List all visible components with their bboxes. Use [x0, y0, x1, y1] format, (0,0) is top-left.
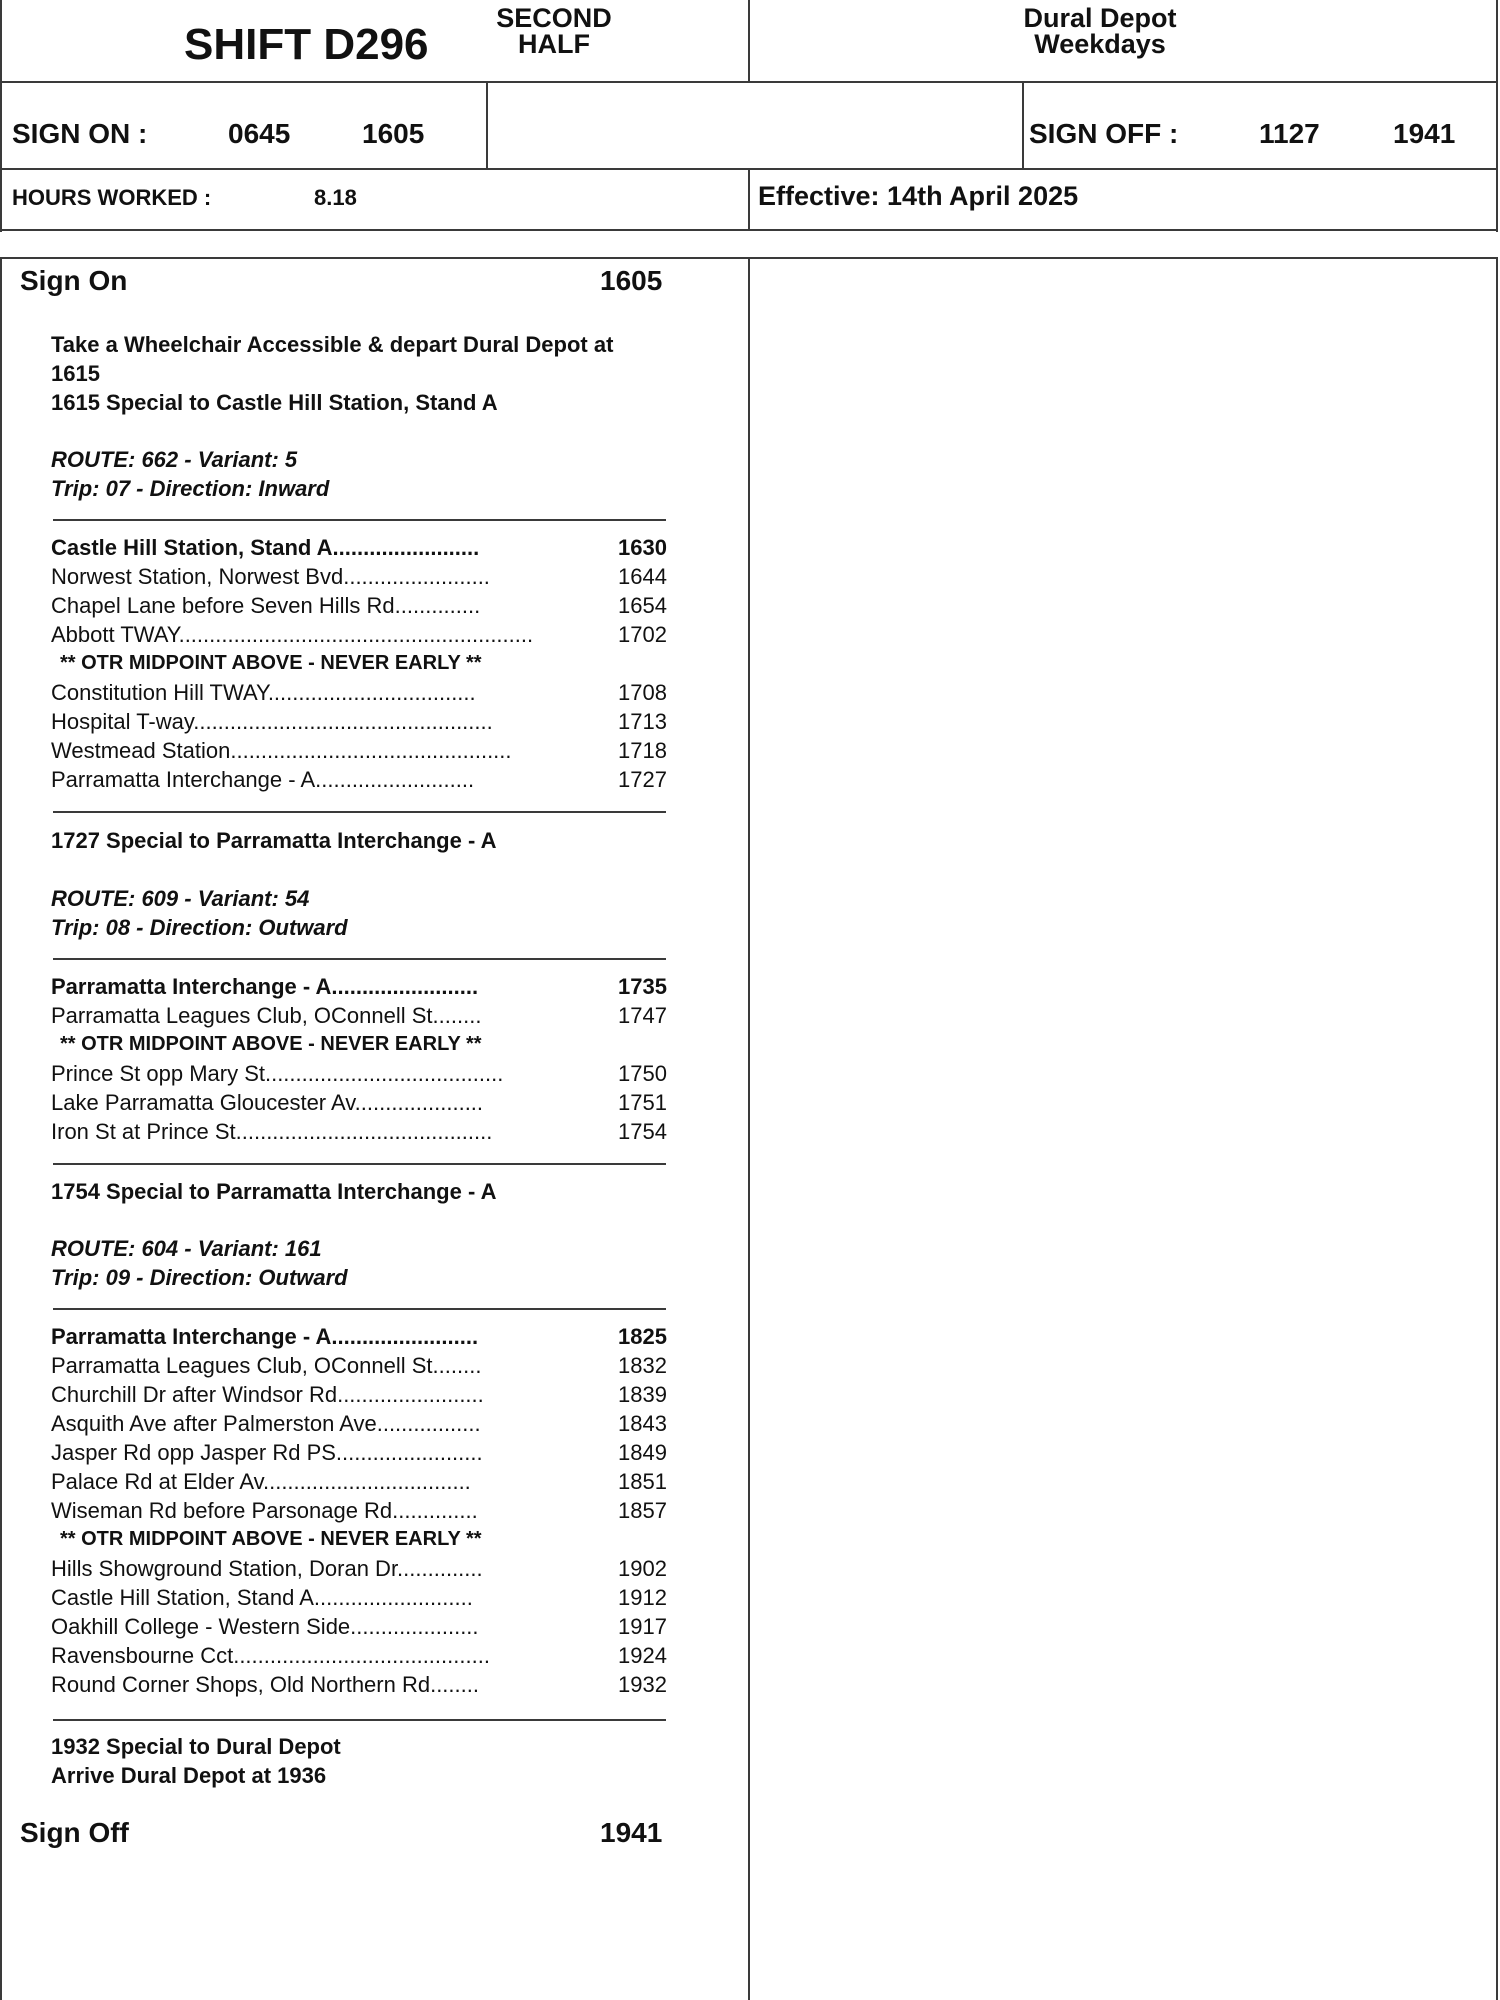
sign-on-heading: Sign On — [20, 265, 128, 296]
sign-off-heading: Sign Off — [20, 1817, 129, 1848]
stop-name: Chapel Lane before Seven Hills Rd.............. — [51, 593, 481, 618]
shift-half — [486, 5, 622, 57]
trip-1-direction: Trip: 07 - Direction: Inward — [51, 476, 330, 501]
stop-time: 1708 — [618, 680, 667, 705]
stop-row — [51, 1380, 671, 1409]
sign-off-time-1: 1127 — [1259, 118, 1320, 149]
sign-on-time-2: 1605 — [362, 118, 425, 149]
stop-time: 1825 — [618, 1324, 667, 1349]
stop-time: 1751 — [618, 1090, 667, 1115]
divider — [53, 958, 666, 960]
special-instruction: 1754 Special to Parramatta Interchange - A — [51, 1179, 497, 1204]
stop-time: 1735 — [618, 974, 667, 999]
stop-name: Hospital T-way................................................. — [51, 709, 493, 734]
stop-row — [51, 972, 671, 1001]
arrive-depot-line: Arrive Dural Depot at 1936 — [51, 1763, 327, 1788]
stop-name: Norwest Station, Norwest Bvd........................ — [51, 564, 490, 589]
trip-2-route: ROUTE: 609 - Variant: 54 — [51, 886, 310, 911]
stop-time: 1839 — [618, 1382, 667, 1407]
stop-row — [51, 1438, 671, 1467]
intro-line: 1615 Special to Castle Hill Station, Stand A — [51, 390, 498, 415]
stop-row — [51, 765, 671, 794]
stop-name: Castle Hill Station, Stand A.......................... — [51, 1585, 473, 1610]
stop-row — [51, 1351, 671, 1380]
shift-header — [0, 0, 1500, 232]
stop-name: Lake Parramatta Gloucester Av..................... — [51, 1090, 484, 1115]
stop-name: Abbott TWAY.......................................................... — [51, 622, 534, 647]
midpoint-note: ** OTR MIDPOINT ABOVE - NEVER EARLY ** — [60, 1528, 482, 1550]
stop-row — [51, 1641, 671, 1670]
stop-name: Westmead Station.............................................. — [51, 738, 512, 763]
divider — [53, 811, 666, 813]
stop-time: 1851 — [618, 1469, 667, 1494]
stop-row — [51, 620, 671, 649]
intro-instructions — [51, 330, 731, 417]
stop-time: 1654 — [618, 593, 667, 618]
sign-on-label: SIGN ON : — [12, 118, 148, 149]
stop-time: 1702 — [618, 622, 667, 647]
shift-half-line1: SECOND — [496, 3, 612, 33]
stop-name: Wiseman Rd before Parsonage Rd.............. — [51, 1498, 478, 1523]
special-instruction: 1727 Special to Parramatta Interchange - A — [51, 828, 497, 853]
stop-time: 1718 — [618, 738, 667, 763]
stop-name: Prince St opp Mary St....................................... — [51, 1061, 504, 1086]
stop-name: Parramatta Leagues Club, OConnell St........ — [51, 1353, 482, 1378]
stop-row — [51, 1059, 671, 1088]
trip-2-direction: Trip: 08 - Direction: Outward — [51, 915, 348, 940]
trip-3-route: ROUTE: 604 - Variant: 161 — [51, 1236, 322, 1261]
sign-off-label: SIGN OFF : — [1029, 118, 1179, 149]
stop-time: 1912 — [618, 1585, 667, 1610]
stop-name: Constitution Hill TWAY.................................. — [51, 680, 476, 705]
divider — [53, 1719, 666, 1721]
shift-half-line2: HALF — [518, 29, 590, 59]
stop-row — [51, 591, 671, 620]
stop-name: Hills Showground Station, Doran Dr.............. — [51, 1556, 483, 1581]
stop-time: 1849 — [618, 1440, 667, 1465]
stop-time: 1902 — [618, 1556, 667, 1581]
stop-name: Round Corner Shops, Old Northern Rd........ — [51, 1672, 479, 1697]
stop-time: 1727 — [618, 767, 667, 792]
stop-name: Parramatta Leagues Club, OConnell St........ — [51, 1003, 482, 1028]
stop-time: 1932 — [618, 1672, 667, 1697]
sign-off-heading-time: 1941 — [600, 1817, 663, 1848]
stop-row — [51, 1583, 671, 1612]
stop-row — [51, 736, 671, 765]
stop-row — [51, 533, 671, 562]
trip-1-route: ROUTE: 662 - Variant: 5 — [51, 447, 298, 472]
hours-worked-value: 8.18 — [314, 185, 357, 210]
stop-time: 1747 — [618, 1003, 667, 1028]
stop-time: 1713 — [618, 709, 667, 734]
midpoint-note: ** OTR MIDPOINT ABOVE - NEVER EARLY ** — [60, 1033, 482, 1055]
stop-row — [51, 1001, 671, 1030]
stop-name: Parramatta Interchange - A........................ — [51, 974, 479, 999]
stop-name: Castle Hill Station, Stand A........................ — [51, 535, 480, 560]
hours-worked-label: HOURS WORKED : — [12, 185, 212, 210]
midpoint-note: ** OTR MIDPOINT ABOVE - NEVER EARLY ** — [60, 652, 482, 674]
stop-name: Oakhill College - Western Side..................... — [51, 1614, 479, 1639]
stop-time: 1644 — [618, 564, 667, 589]
sign-on-time-1: 0645 — [228, 118, 291, 149]
divider — [53, 519, 666, 521]
intro-line: 1615 — [51, 361, 100, 386]
stop-name: Ravensbourne Cct.......................................... — [51, 1643, 490, 1668]
stop-row — [51, 1670, 671, 1699]
stop-name: Iron St at Prince St.......................................... — [51, 1119, 493, 1144]
stop-row — [51, 1088, 671, 1117]
stop-name: Churchill Dr after Windsor Rd........................ — [51, 1382, 484, 1407]
stop-time: 1924 — [618, 1643, 667, 1668]
stop-time: 1857 — [618, 1498, 667, 1523]
stop-time: 1754 — [618, 1119, 667, 1144]
sign-on-heading-time: 1605 — [600, 265, 663, 296]
depot-schedule: Weekdays — [1034, 29, 1166, 59]
shift-title: SHIFT D296 — [184, 20, 429, 69]
sign-off-time-2: 1941 — [1393, 118, 1456, 149]
special-instruction: 1932 Special to Dural Depot — [51, 1734, 341, 1759]
stop-time: 1917 — [618, 1614, 667, 1639]
stop-name: Jasper Rd opp Jasper Rd PS........................ — [51, 1440, 483, 1465]
divider — [53, 1163, 666, 1165]
intro-line: Take a Wheelchair Accessible & depart Dural Depot at — [51, 332, 614, 357]
divider — [53, 1308, 666, 1310]
stop-row — [51, 707, 671, 736]
depot-info — [900, 5, 1300, 57]
stop-time: 1750 — [618, 1061, 667, 1086]
depot-name: Dural Depot — [1023, 3, 1177, 33]
stop-row — [51, 1496, 671, 1525]
stop-time: 1843 — [618, 1411, 667, 1436]
stop-row — [51, 1322, 671, 1351]
stop-name: Parramatta Interchange - A........................ — [51, 1324, 479, 1349]
stop-row — [51, 678, 671, 707]
stop-time: 1832 — [618, 1353, 667, 1378]
stop-name: Asquith Ave after Palmerston Ave................. — [51, 1411, 481, 1436]
stop-row — [51, 1612, 671, 1641]
stop-row — [51, 1117, 671, 1146]
stop-row — [51, 1467, 671, 1496]
stop-row — [51, 562, 671, 591]
stop-row — [51, 1554, 671, 1583]
stop-name: Palace Rd at Elder Av.................................. — [51, 1469, 471, 1494]
effective-date: Effective: 14th April 2025 — [758, 181, 1079, 211]
stop-time: 1630 — [618, 535, 667, 560]
stop-name: Parramatta Interchange - A.......................... — [51, 767, 475, 792]
stop-row — [51, 1409, 671, 1438]
trip-3-direction: Trip: 09 - Direction: Outward — [51, 1265, 348, 1290]
